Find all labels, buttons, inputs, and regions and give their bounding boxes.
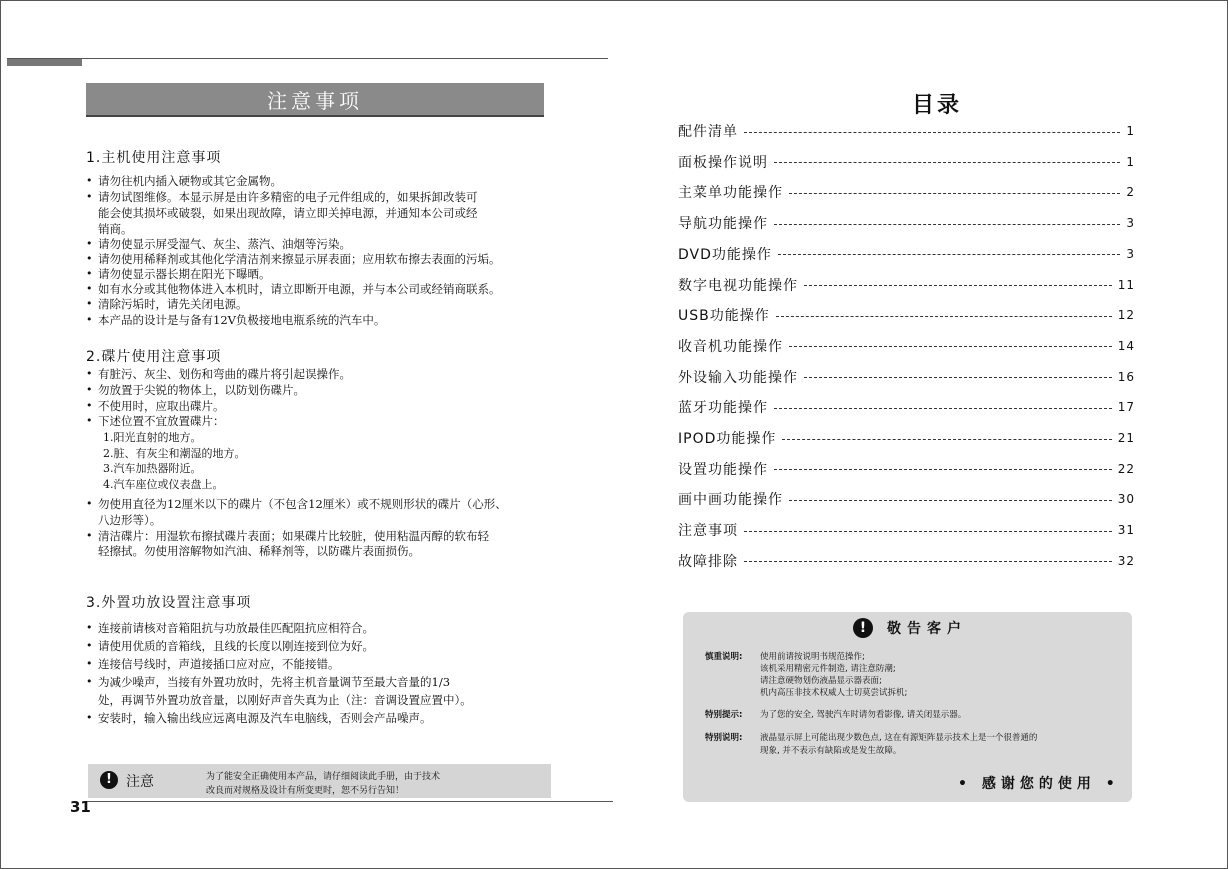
list-item: 有脏污、灰尘、划伤和弯曲的碟片将引起误操作。	[98, 367, 351, 381]
top-rule-block	[7, 59, 82, 66]
bullet: •	[86, 675, 93, 688]
list-item: 勿放置于尖锐的物体上，以防划伤碟片。	[98, 383, 305, 397]
list-item: 请勿往机内插入硬物或其它金属物。	[98, 174, 282, 188]
list-subitem: 2.脏、有灰尘和潮湿的地方。	[103, 447, 246, 460]
toc-entry-page: 3	[1126, 246, 1135, 261]
bullet: •	[86, 414, 93, 427]
bullet: •	[86, 190, 93, 203]
toc-entry[interactable]	[678, 152, 1135, 172]
bullet: •	[86, 529, 93, 542]
toc-entry[interactable]	[678, 428, 1135, 448]
toc-leader	[789, 193, 1120, 194]
bullet: •	[86, 297, 93, 310]
list-item: 连接信号线时，声道接插口应对应，不能接错。	[98, 657, 340, 671]
toc-entry[interactable]	[678, 520, 1135, 540]
list-item: 清除污垢时，请先关闭电源。	[98, 297, 248, 311]
notice-text: 改良而对规格及设计有所变更时，恕不另行告知！	[206, 786, 405, 796]
special-note-line: 现象, 并不表示有缺陷或是发生故障。	[760, 746, 902, 756]
toc-entry-page: 30	[1117, 492, 1135, 507]
warning-title: 敬告客户	[887, 621, 967, 637]
toc-entry-label: 面板操作说明	[678, 154, 768, 171]
list-item: 处，再调节外置功放音量，以刚好声音失真为止（注：音调设置应置中）。	[98, 693, 472, 707]
list-item: 销商。	[98, 222, 133, 236]
toc-entry-page: 17	[1117, 400, 1135, 415]
section-heading-host: 1.主机使用注意事项	[86, 150, 222, 166]
toc-leader	[744, 561, 1112, 562]
bullet: •	[86, 367, 93, 380]
special-tip-text: 为了您的安全, 驾驶汽车时请勿看影像, 请关闭显示器。	[760, 710, 967, 720]
toc-entry-page: 1	[1126, 124, 1135, 138]
toc-entry[interactable]	[678, 182, 1135, 202]
toc-leader	[782, 439, 1111, 440]
toc-entry-page: 22	[1117, 461, 1135, 476]
toc-leader	[774, 408, 1112, 409]
bullet: •	[86, 657, 93, 670]
toc-leader	[778, 254, 1120, 255]
toc-leader	[776, 316, 1112, 317]
list-item: 请勿使显示器长期在阳光下曝晒。	[98, 267, 271, 281]
toc-entry-label: 主菜单功能操作	[678, 185, 783, 202]
caution-line: 该机采用精密元件制造, 请注意防潮;	[760, 664, 896, 674]
notice-box	[88, 764, 551, 798]
toc-entry-label: DVD功能操作	[678, 246, 772, 263]
toc-entry[interactable]	[678, 489, 1135, 509]
special-note-label: 特别说明:	[705, 733, 743, 743]
toc-entry[interactable]	[678, 336, 1135, 356]
toc-entry-page: 21	[1117, 431, 1135, 445]
toc-entry-label: 设置功能操作	[678, 461, 768, 478]
list-subitem: 3.汽车加热器附近。	[103, 462, 202, 475]
toc-entry-label: 配件清单	[678, 124, 738, 140]
toc-entry-page: 3	[1126, 216, 1135, 231]
section-heading-amp: 3.外置功放设置注意事项	[86, 595, 252, 611]
toc-entry-label: 收音机功能操作	[678, 338, 783, 355]
bullet: •	[86, 639, 93, 652]
toc-entry-label: 导航功能操作	[678, 216, 768, 233]
toc-entry[interactable]	[678, 213, 1135, 233]
section-heading-disc: 2.碟片使用注意事项	[86, 349, 222, 365]
list-item: 不使用时，应取出碟片。	[98, 399, 225, 413]
toc-entry[interactable]	[678, 367, 1135, 387]
bullet: •	[86, 282, 93, 295]
toc-entry-page: 11	[1117, 277, 1135, 292]
toc-entry[interactable]	[678, 275, 1135, 295]
bullet: •	[86, 313, 93, 326]
list-item: 能会使其损坏或破裂，如果出现故障，请立即关掉电源，并通知本公司或经	[98, 206, 478, 220]
toc-leader	[774, 162, 1120, 163]
toc-leader	[804, 377, 1112, 378]
list-item: 为减少噪声，当接有外置功放时，先将主机音量调节至最大音量的1/3	[98, 675, 451, 689]
bullet: •	[86, 711, 93, 724]
list-item: 八边形等）。	[98, 513, 162, 527]
list-item: 请使用优质的音箱线，且线的长度以刚连接到位为好。	[98, 639, 374, 653]
toc-leader	[774, 224, 1120, 225]
list-item: 本产品的设计是与备有12V负极接地电瓶系统的汽车中。	[98, 313, 386, 327]
toc-leader	[744, 132, 1120, 133]
toc-entry-page: 16	[1117, 369, 1135, 384]
list-item: 清洁碟片：用湿软布擦拭碟片表面；如果碟片比较脏，使用粘温丙醇的软布轻	[98, 529, 489, 543]
toc-entry[interactable]	[678, 397, 1135, 417]
list-item: 请勿使用稀释剂或其他化学清洁剂来擦显示屏表面；应用软布擦去表面的污垢。	[98, 252, 501, 266]
toc-entry[interactable]	[678, 305, 1135, 325]
list-item: 下述位置不宜放置碟片：	[98, 414, 225, 428]
toc-entry-label: 画中画功能操作	[678, 492, 783, 509]
notice-text: 为了能安全正确使用本产品，请仔细阅读此手册，由于技术	[206, 772, 441, 782]
notice-label: 注意	[126, 774, 154, 790]
bullet: •	[86, 237, 93, 250]
caution-line: 请注意硬物划伤液晶显示器表面;	[760, 676, 882, 686]
list-item: 连接前请核对音箱阻抗与功放最佳匹配阻抗应相符合。	[98, 621, 374, 635]
list-item: 轻擦拭。勿使用溶解物如汽油、稀释剂等，以防碟片表面损伤。	[98, 544, 420, 558]
toc-entry-label: USB功能操作	[678, 308, 770, 325]
toc-entry[interactable]	[678, 551, 1135, 571]
toc-entry-label: 外设输入功能操作	[678, 369, 798, 386]
thanks-text: • 感谢您的使用 •	[958, 776, 1120, 792]
list-subitem: 4.汽车座位或仪表盘上。	[103, 478, 224, 491]
page-number: 31	[70, 798, 91, 816]
toc-entry-page: 31	[1117, 523, 1135, 538]
exclamation-icon: !	[100, 771, 118, 789]
bottom-rule	[86, 801, 613, 802]
toc-entry-page: 32	[1117, 553, 1135, 568]
special-tip-label: 特别提示:	[705, 710, 743, 720]
list-item: 安装时，输入输出线应远离电源及汽车电脑线，否则会产品噪声。	[98, 711, 432, 725]
toc-entry-page: 14	[1117, 338, 1135, 353]
list-subitem: 1.阳光直射的地方。	[103, 431, 202, 444]
bullet: •	[86, 621, 93, 634]
bullet: •	[86, 399, 93, 412]
toc-leader	[789, 500, 1112, 501]
toc-entry-label: 故障排除	[678, 553, 738, 570]
exclamation-icon: !	[853, 618, 873, 638]
toc-entry-page: 12	[1117, 308, 1135, 323]
top-rule	[7, 58, 608, 59]
bullet: •	[86, 383, 93, 396]
list-item: 请勿试图维修。本显示屏是由许多精密的电子元件组成的，如果拆卸改装可	[98, 190, 478, 204]
special-note-line: 液晶显示屏上可能出现少数色点, 这在有源矩阵显示技术上是一个很普通的	[760, 733, 1038, 743]
bullet: •	[86, 267, 93, 280]
toc-entry-page: 2	[1126, 185, 1135, 200]
page-title: 注意事项	[86, 83, 544, 117]
bullet: •	[86, 252, 93, 265]
customer-warning-box	[683, 612, 1132, 802]
toc-title: 目录	[912, 93, 963, 118]
caution-line: 机内高压非技术权威人士切莫尝试拆机;	[760, 688, 908, 698]
bullet: •	[86, 174, 93, 187]
caution-line: 使用前请按说明书规范操作;	[760, 652, 865, 662]
toc-leader	[804, 285, 1112, 286]
caution-label: 慎重说明:	[705, 652, 743, 662]
bullet: •	[86, 497, 93, 510]
list-item: 勿使用直径为12厘米以下的碟片（不包含12厘米）或不规则形状的碟片（心形、	[98, 497, 507, 511]
toc-entry-page: 1	[1126, 154, 1135, 169]
list-item: 如有水分或其他物体进入本机时，请立即断开电源，并与本公司或经销商联系。	[98, 282, 501, 296]
toc-leader	[744, 531, 1112, 532]
list-item: 请勿使显示屏受湿气、灰尘、蒸汽、油烟等污染。	[98, 237, 351, 251]
toc-entry-label: IPOD功能操作	[678, 431, 777, 447]
toc-leader	[774, 469, 1112, 470]
toc-entry[interactable]	[678, 121, 1135, 141]
toc-entry-label: 数字电视功能操作	[678, 277, 798, 294]
toc-entry-label: 注意事项	[678, 523, 738, 540]
toc-leader	[789, 346, 1112, 347]
toc-entry-label: 蓝牙功能操作	[678, 400, 768, 417]
toc-entry[interactable]	[678, 244, 1135, 264]
toc-entry[interactable]	[678, 459, 1135, 479]
